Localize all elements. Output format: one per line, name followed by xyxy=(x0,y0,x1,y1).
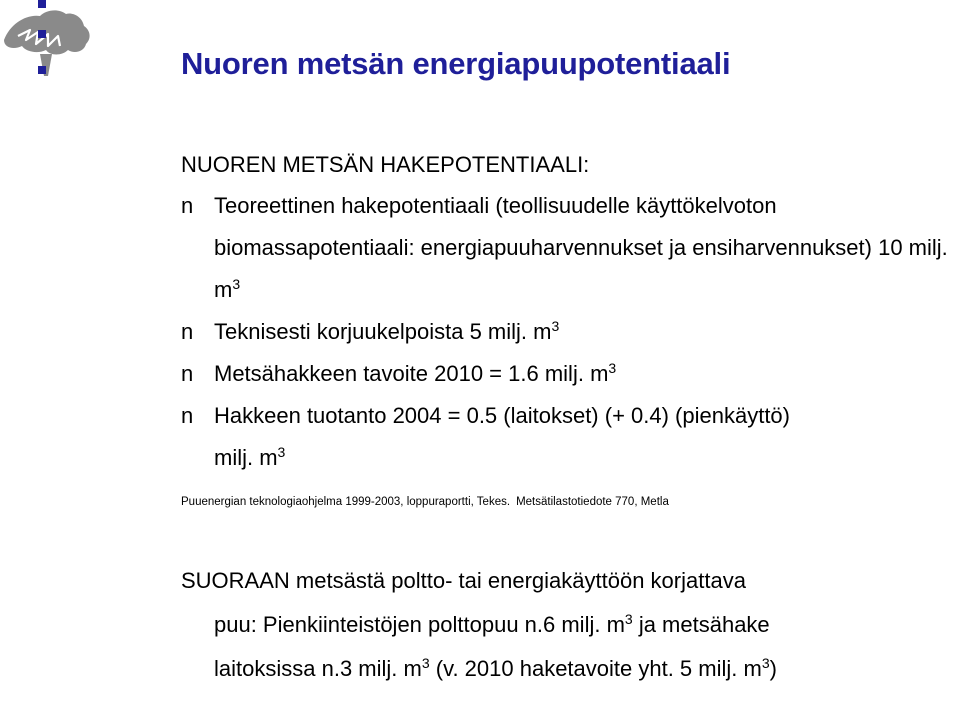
unit-label: m xyxy=(214,277,233,302)
source-citation-part: Puuenergian teknologiaohjelma 1999-2003, loppuraportti, Tekes. xyxy=(181,496,511,508)
page-title: Nuoren metsän energiapuupotentiaali xyxy=(181,46,731,81)
bullet-list xyxy=(181,185,956,479)
bullet-label: Metsähakkeen tavoite 2010 = 1.6 milj. xyxy=(214,361,591,386)
unit-label: m xyxy=(533,319,552,344)
bullet-label: Teknisesti korjuukelpoista 5 milj. xyxy=(214,319,534,344)
source-citation-part: Metsätilastotiedote 770, Metla xyxy=(516,496,669,508)
list-item xyxy=(181,311,956,353)
unit-label: m xyxy=(590,361,609,386)
bullet-text xyxy=(214,353,956,395)
summary-note-text: ja metsähake xyxy=(632,612,770,637)
summary-note-text: ) xyxy=(769,656,777,681)
summary-note-line xyxy=(181,647,956,691)
unit-exponent: 3 xyxy=(232,276,241,292)
unit-label: m xyxy=(259,445,278,470)
summary-note-text: puu: Pienkiinteistöjen polttopuu n.6 milj. xyxy=(214,612,607,637)
summary-note-text: (v. 2010 haketavoite yht. 5 milj. xyxy=(429,656,744,681)
section-heading: NUOREN METSÄN HAKEPOTENTIAALI: xyxy=(181,152,590,177)
bullet-label: Hakkeen tuotanto 2004 = 0.5 (laitokset) (+ 0.4) (pienkäyttö) milj. xyxy=(214,403,790,470)
summary-note-line xyxy=(181,603,956,647)
bullet-icon: n xyxy=(181,193,194,218)
unit-exponent: 3 xyxy=(608,360,617,376)
bullet-icon: n xyxy=(181,319,194,344)
bullet-icon: n xyxy=(181,361,194,386)
source-citation xyxy=(181,493,956,511)
bullet-text xyxy=(214,395,834,479)
bullet-label: Teoreettinen hakepotentiaali (teollisuudelle käyttökelvoton biomassapotentiaali: energiapuuharvennukset ja ensiharvennukset) 10 milj. xyxy=(214,193,948,260)
university-torch-logo-icon xyxy=(0,0,96,80)
unit-label: m xyxy=(403,656,422,681)
slide-content xyxy=(181,145,956,691)
unit-exponent: 3 xyxy=(624,611,633,627)
summary-note-line: SUORAAN metsästä poltto- tai energiakäyttöön korjattava xyxy=(181,568,746,593)
bullet-icon: n xyxy=(181,403,194,428)
list-item xyxy=(181,395,956,479)
bullet-text xyxy=(214,311,956,353)
unit-exponent: 3 xyxy=(277,444,286,460)
summary-note xyxy=(181,559,956,691)
bullet-text xyxy=(214,185,956,311)
list-item xyxy=(181,185,956,311)
list-item xyxy=(181,353,956,395)
unit-label: m xyxy=(606,612,625,637)
unit-exponent: 3 xyxy=(421,655,430,671)
unit-label: m xyxy=(743,656,762,681)
unit-exponent: 3 xyxy=(551,318,560,334)
unit-exponent: 3 xyxy=(761,655,770,671)
summary-note-text: laitoksissa n.3 milj. xyxy=(214,656,404,681)
